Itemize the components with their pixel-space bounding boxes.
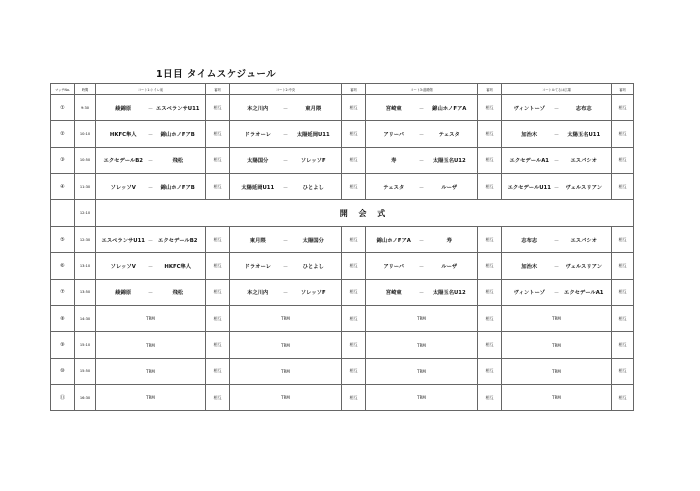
- match-pairing: [96, 262, 205, 270]
- home-team: エクセデールB2: [103, 158, 143, 165]
- referee-cell: 相互: [206, 227, 230, 253]
- match-number: ⑧: [51, 306, 75, 332]
- versus-dash: －: [282, 158, 289, 165]
- referee-cell: 相互: [478, 306, 502, 332]
- ceremony-time: 12:10: [75, 200, 96, 227]
- table-row: [51, 279, 634, 305]
- match-number: ⑩: [51, 358, 75, 384]
- match-time: 13:10: [75, 253, 96, 279]
- schedule-table: [50, 83, 634, 411]
- table-row: [51, 121, 634, 147]
- home-team: ドラオーレ: [244, 131, 271, 138]
- referee-cell: 相互: [478, 121, 502, 147]
- match-time: 13:50: [75, 279, 96, 305]
- versus-dash: －: [147, 290, 154, 297]
- trm-cell: TRM: [230, 358, 342, 384]
- referee-cell: 相互: [342, 173, 366, 199]
- referee-cell: 相互: [206, 306, 230, 332]
- home-team: 加治木: [521, 264, 538, 271]
- versus-dash: －: [147, 264, 154, 271]
- header-court-3: コート3:道路側: [366, 84, 478, 95]
- referee-cell: 相互: [206, 384, 230, 410]
- match-pairing: [96, 130, 205, 138]
- trm-cell: TRM: [230, 306, 342, 332]
- header-row: [51, 84, 634, 95]
- away-team: 太陽玉名U12: [432, 158, 466, 165]
- trm-cell: TRM: [366, 332, 478, 358]
- away-team: 寿: [446, 237, 452, 244]
- trm-cell: TRM: [96, 332, 206, 358]
- referee-cell: 相互: [612, 95, 634, 121]
- match-cell: [96, 173, 206, 199]
- away-team: ソレッソF: [300, 158, 326, 165]
- page-title: 1日目 タイムスケジュール: [156, 69, 277, 80]
- referee-cell: 相互: [206, 95, 230, 121]
- match-cell: [230, 279, 342, 305]
- away-team: HKFC隼人: [164, 264, 192, 271]
- referee-cell: 相互: [478, 227, 502, 253]
- match-pairing: [230, 288, 341, 296]
- home-team: テェスタ: [383, 184, 405, 191]
- match-cell: [230, 173, 342, 199]
- match-cell: [502, 253, 612, 279]
- versus-dash: －: [418, 264, 425, 271]
- home-team: 本之川内: [247, 105, 269, 112]
- home-team: エクセデールU11: [507, 184, 551, 191]
- home-team: 綾錦原: [115, 290, 132, 297]
- match-pairing: [502, 156, 611, 164]
- match-time: 14:30: [75, 306, 96, 332]
- away-team: エスパシオ: [570, 237, 597, 244]
- versus-dash: －: [147, 237, 154, 244]
- versus-dash: －: [282, 264, 289, 271]
- match-cell: [96, 95, 206, 121]
- home-team: 加治木: [521, 131, 538, 138]
- trm-cell: TRM: [366, 384, 478, 410]
- versus-dash: －: [418, 131, 425, 138]
- match-pairing: [96, 236, 205, 244]
- table-row: [51, 384, 634, 410]
- away-team: エスパシオ: [570, 158, 597, 165]
- match-cell: [366, 279, 478, 305]
- match-cell: [502, 95, 612, 121]
- trm-cell: TRM: [96, 384, 206, 410]
- match-pairing: [502, 288, 611, 296]
- away-team: テェスタ: [438, 131, 460, 138]
- home-team: 太陽国分: [247, 158, 269, 165]
- versus-dash: －: [418, 184, 425, 191]
- header-court-2: コート2:中央: [230, 84, 342, 95]
- referee-cell: 相互: [342, 306, 366, 332]
- home-team: HKFC隼人: [109, 131, 137, 138]
- versus-dash: －: [553, 105, 560, 112]
- versus-dash: －: [418, 158, 425, 165]
- versus-dash: －: [418, 290, 425, 297]
- table-row: [51, 253, 634, 279]
- match-number: ③: [51, 147, 75, 173]
- away-team: 錦山ホノFアB: [160, 131, 195, 138]
- match-pairing: [96, 156, 205, 164]
- match-cell: [502, 121, 612, 147]
- referee-cell: 相互: [478, 358, 502, 384]
- referee-cell: 相互: [206, 332, 230, 358]
- referee-cell: 相互: [206, 147, 230, 173]
- away-team: 飛松: [172, 290, 184, 297]
- referee-cell: 相互: [612, 121, 634, 147]
- versus-dash: －: [282, 105, 289, 112]
- ceremony-blank: [51, 200, 75, 227]
- versus-dash: －: [147, 131, 154, 138]
- match-time: 12:30: [75, 227, 96, 253]
- referee-cell: 相互: [478, 384, 502, 410]
- match-number: ④: [51, 173, 75, 199]
- referee-cell: 相互: [478, 253, 502, 279]
- versus-dash: －: [282, 237, 289, 244]
- home-team: 宮崎東: [385, 290, 402, 297]
- home-team: ドラオーレ: [244, 264, 271, 271]
- match-cell: [96, 121, 206, 147]
- match-pairing: [502, 183, 611, 191]
- match-pairing: [502, 130, 611, 138]
- trm-cell: TRM: [230, 384, 342, 410]
- home-team: 綾錦原: [115, 105, 132, 112]
- match-pairing: [502, 262, 611, 270]
- match-cell: [366, 121, 478, 147]
- trm-cell: TRM: [502, 306, 612, 332]
- match-pairing: [230, 104, 341, 112]
- match-number: ⑪: [51, 384, 75, 410]
- away-team: ヴェルスリアン: [565, 264, 602, 271]
- ceremony-label: 開 会 式: [96, 200, 634, 227]
- referee-cell: 相互: [478, 332, 502, 358]
- away-team: ヴェルスリアン: [565, 184, 602, 191]
- table-row: [51, 332, 634, 358]
- home-team: 本之川内: [247, 290, 269, 297]
- referee-cell: 相互: [206, 121, 230, 147]
- away-team: 東月隈: [305, 105, 322, 112]
- match-pairing: [230, 130, 341, 138]
- referee-cell: 相互: [612, 147, 634, 173]
- referee-cell: 相互: [342, 358, 366, 384]
- match-number: ⑥: [51, 253, 75, 279]
- match-cell: [96, 147, 206, 173]
- match-cell: [96, 253, 206, 279]
- table-row: [51, 173, 634, 199]
- referee-cell: 相互: [612, 227, 634, 253]
- referee-cell: 相互: [342, 253, 366, 279]
- ceremony-row: [51, 200, 634, 227]
- referee-cell: 相互: [478, 95, 502, 121]
- trm-cell: TRM: [502, 358, 612, 384]
- home-team: 志布志: [521, 237, 538, 244]
- referee-cell: 相互: [612, 358, 634, 384]
- trm-cell: TRM: [230, 332, 342, 358]
- match-cell: [366, 95, 478, 121]
- match-pairing: [96, 104, 205, 112]
- home-team: 錦山ホノFアA: [376, 237, 411, 244]
- away-team: ひとよし: [302, 184, 324, 191]
- table-row: [51, 227, 634, 253]
- match-time: 9:30: [75, 95, 96, 121]
- match-cell: [230, 95, 342, 121]
- versus-dash: －: [147, 158, 154, 165]
- match-pairing: [230, 183, 341, 191]
- trm-cell: TRM: [366, 306, 478, 332]
- referee-cell: 相互: [612, 279, 634, 305]
- versus-dash: －: [147, 184, 154, 191]
- match-number: ②: [51, 121, 75, 147]
- home-team: 寿: [391, 158, 397, 165]
- home-team: 太陽延岡U11: [241, 184, 275, 191]
- referee-cell: 相互: [206, 279, 230, 305]
- match-pairing: [366, 183, 477, 191]
- away-team: 太陽玉名U11: [567, 131, 601, 138]
- away-team: エクセデールA1: [564, 290, 604, 297]
- referee-cell: 相互: [342, 384, 366, 410]
- away-team: 志布志: [575, 105, 592, 112]
- match-cell: [502, 227, 612, 253]
- home-team: アリーバ: [383, 131, 405, 138]
- home-team: アリーバ: [383, 264, 405, 271]
- referee-cell: 相互: [342, 279, 366, 305]
- trm-cell: TRM: [366, 358, 478, 384]
- table-row: [51, 358, 634, 384]
- match-number: ①: [51, 95, 75, 121]
- table-row: [51, 147, 634, 173]
- away-team: 飛松: [172, 158, 184, 165]
- header-referee: 審判: [206, 84, 230, 95]
- referee-cell: 相互: [342, 121, 366, 147]
- referee-cell: 相互: [206, 253, 230, 279]
- referee-cell: 相互: [612, 253, 634, 279]
- match-cell: [96, 227, 206, 253]
- away-team: 太陽玉名U12: [432, 290, 466, 297]
- versus-dash: －: [282, 131, 289, 138]
- match-pairing: [502, 104, 611, 112]
- trm-cell: TRM: [96, 306, 206, 332]
- match-pairing: [96, 183, 205, 191]
- away-team: ひとよし: [302, 264, 324, 271]
- header-referee: 審判: [478, 84, 502, 95]
- match-cell: [230, 147, 342, 173]
- referee-cell: 相互: [612, 173, 634, 199]
- referee-cell: 相互: [342, 332, 366, 358]
- versus-dash: －: [553, 237, 560, 244]
- away-team: 錦山ホノFアB: [160, 184, 195, 191]
- match-time: 10:10: [75, 121, 96, 147]
- away-team: 太陽国分: [302, 237, 324, 244]
- match-pairing: [366, 262, 477, 270]
- referee-cell: 相互: [478, 147, 502, 173]
- home-team: エスペランサU11: [101, 237, 145, 244]
- referee-cell: 相互: [612, 384, 634, 410]
- match-cell: [230, 227, 342, 253]
- match-cell: [230, 121, 342, 147]
- match-cell: [502, 147, 612, 173]
- versus-dash: －: [282, 184, 289, 191]
- match-time: 15:50: [75, 358, 96, 384]
- header-referee: 審判: [342, 84, 366, 95]
- trm-cell: TRM: [502, 332, 612, 358]
- match-pairing: [366, 130, 477, 138]
- away-team: ルーザ: [441, 264, 458, 271]
- match-time: 16:30: [75, 384, 96, 410]
- match-cell: [366, 147, 478, 173]
- home-team: 宮崎東: [385, 105, 402, 112]
- match-pairing: [502, 236, 611, 244]
- table-row: [51, 306, 634, 332]
- match-cell: [366, 227, 478, 253]
- match-number: ⑨: [51, 332, 75, 358]
- versus-dash: －: [418, 237, 425, 244]
- header-match-no: マッチNo.: [51, 84, 75, 95]
- match-cell: [230, 253, 342, 279]
- match-number: ⑦: [51, 279, 75, 305]
- away-team: エスペランサU11: [156, 105, 200, 112]
- versus-dash: －: [418, 105, 425, 112]
- referee-cell: 相互: [612, 306, 634, 332]
- home-team: 東月隈: [249, 237, 266, 244]
- table-row: [51, 95, 634, 121]
- trm-cell: TRM: [502, 384, 612, 410]
- home-team: ヴィントーゾ: [513, 290, 545, 297]
- match-pairing: [230, 262, 341, 270]
- header-court-4: コート4:てるは広場: [502, 84, 612, 95]
- match-cell: [366, 173, 478, 199]
- trm-cell: TRM: [96, 358, 206, 384]
- versus-dash: －: [147, 105, 154, 112]
- match-cell: [366, 253, 478, 279]
- away-team: エクセデールB2: [158, 237, 198, 244]
- match-pairing: [366, 156, 477, 164]
- match-pairing: [366, 104, 477, 112]
- match-time: 11:30: [75, 173, 96, 199]
- versus-dash: －: [553, 158, 560, 165]
- match-cell: [502, 173, 612, 199]
- header-time: 時間: [75, 84, 96, 95]
- match-pairing: [230, 156, 341, 164]
- referee-cell: 相互: [206, 173, 230, 199]
- match-cell: [502, 279, 612, 305]
- home-team: ソレッソV: [110, 264, 136, 271]
- match-pairing: [230, 236, 341, 244]
- referee-cell: 相互: [478, 279, 502, 305]
- referee-cell: 相互: [206, 358, 230, 384]
- versus-dash: －: [282, 290, 289, 297]
- versus-dash: －: [553, 184, 560, 191]
- referee-cell: 相互: [342, 147, 366, 173]
- referee-cell: 相互: [612, 332, 634, 358]
- home-team: ソレッソV: [110, 184, 136, 191]
- match-pairing: [96, 288, 205, 296]
- away-team: ソレッソF: [300, 290, 326, 297]
- versus-dash: －: [553, 290, 560, 297]
- away-team: 太陽延岡U11: [296, 131, 330, 138]
- referee-cell: 相互: [342, 95, 366, 121]
- home-team: ヴィントーゾ: [513, 105, 545, 112]
- versus-dash: －: [553, 264, 560, 271]
- match-time: 10:50: [75, 147, 96, 173]
- match-pairing: [366, 288, 477, 296]
- match-number: ⑤: [51, 227, 75, 253]
- match-cell: [96, 279, 206, 305]
- versus-dash: －: [553, 131, 560, 138]
- header-court-1: コート1:トイレ前: [96, 84, 206, 95]
- away-team: 錦山ホノFアA: [432, 105, 467, 112]
- home-team: エクセデールA1: [509, 158, 549, 165]
- referee-cell: 相互: [342, 227, 366, 253]
- away-team: ルーザ: [441, 184, 458, 191]
- match-time: 15:10: [75, 332, 96, 358]
- header-referee: 審判: [612, 84, 634, 95]
- match-pairing: [366, 236, 477, 244]
- referee-cell: 相互: [478, 173, 502, 199]
